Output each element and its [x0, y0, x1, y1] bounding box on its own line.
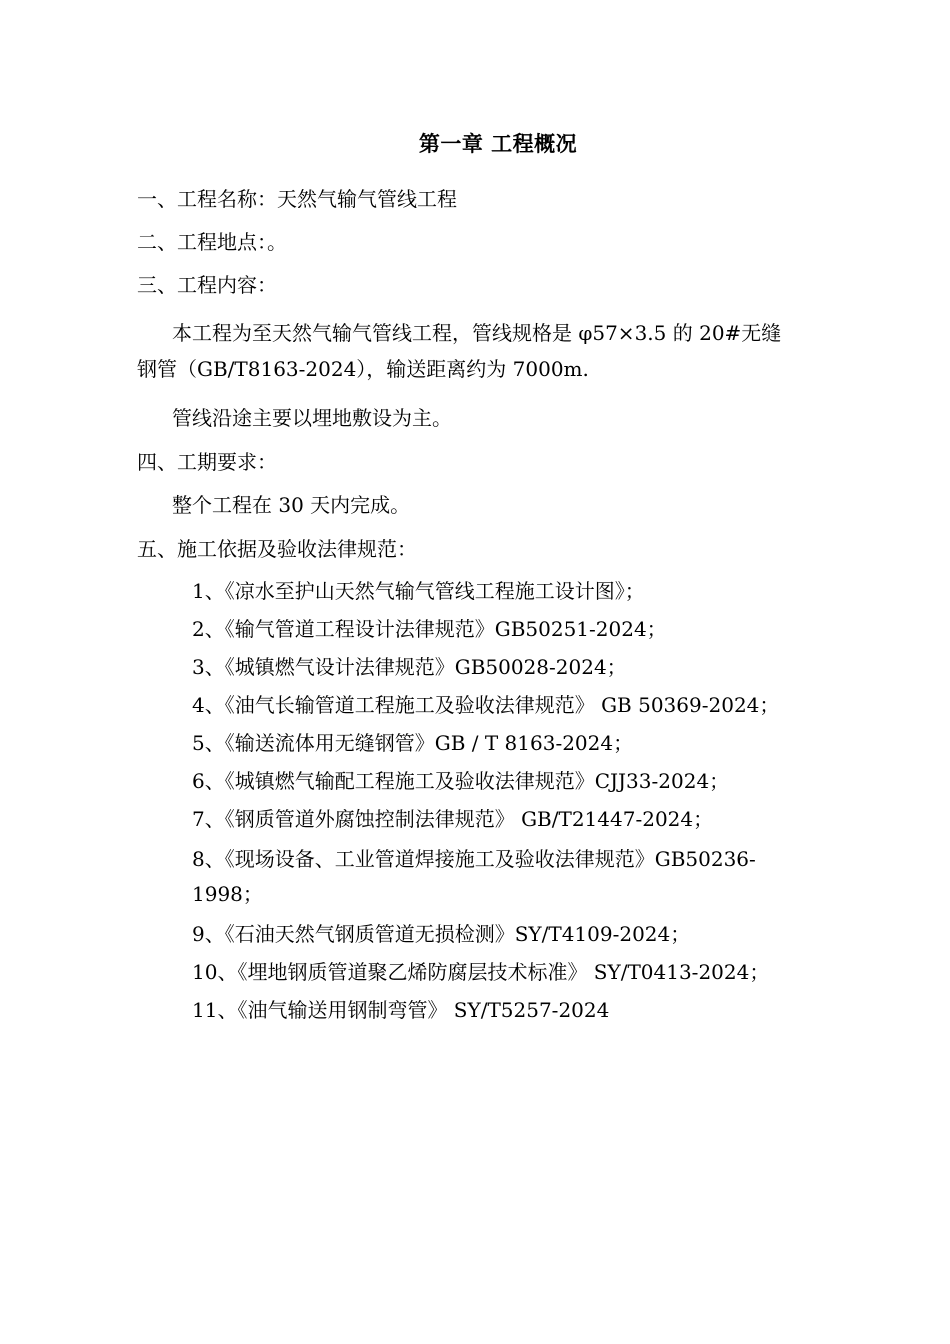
standard-item: 8、《现场设备、工业管道焊接施工及验收法律规范》GB50236- — [192, 847, 756, 871]
section-project-name: 一、工程名称：天然气输气管线工程 — [137, 187, 457, 211]
standard-item: 10、《埋地钢质管道聚乙烯防腐层技术标准》 SY/T0413-2024； — [192, 960, 770, 984]
section-standards: 五、施工依据及验收法律规范： — [137, 537, 417, 561]
standard-item: 4、《油气长输管道工程施工及验收法律规范》 GB 50369-2024； — [192, 693, 780, 717]
standard-item: 6、《城镇燃气输配工程施工及验收法律规范》CJJ33-2024； — [192, 769, 730, 793]
standard-item: 5、《输送流体用无缝钢管》GB / T 8163-2024； — [192, 731, 634, 755]
section-schedule: 四、工期要求： — [137, 450, 277, 474]
content-paragraph-2: 管线沿途主要以埋地敷设为主。 — [172, 406, 452, 430]
standard-item: 7、《钢质管道外腐蚀控制法律规范》 GB/T21447-2024； — [192, 807, 714, 831]
section-project-content: 三、工程内容： — [137, 273, 277, 297]
chapter-title: 第一章 工程概况 — [418, 132, 578, 156]
section-project-location: 二、工程地点：。 — [137, 230, 287, 254]
standard-item-continuation: 1998； — [192, 882, 263, 906]
content-paragraph-line-1: 本工程为至天然气输气管线工程，管线规格是 φ57×3.5 的 20#无缝 — [172, 321, 782, 345]
standard-item: 3、《城镇燃气设计法律规范》GB50028-2024； — [192, 655, 627, 679]
standard-item: 9、《石油天然气钢质管道无损检测》SY/T4109-2024； — [192, 922, 691, 946]
standard-item: 1、《凉水至护山天然气输气管线工程施工设计图》； — [192, 579, 645, 603]
content-paragraph-line-2: 钢管（GB/T8163-2024），输送距离约为 7000m. — [137, 357, 589, 381]
standard-item: 11、《油气输送用钢制弯管》 SY/T5257-2024 — [192, 998, 610, 1022]
standard-item: 2、《输气管道工程设计法律规范》GB50251-2024； — [192, 617, 667, 641]
schedule-paragraph: 整个工程在 30 天内完成。 — [172, 493, 411, 517]
